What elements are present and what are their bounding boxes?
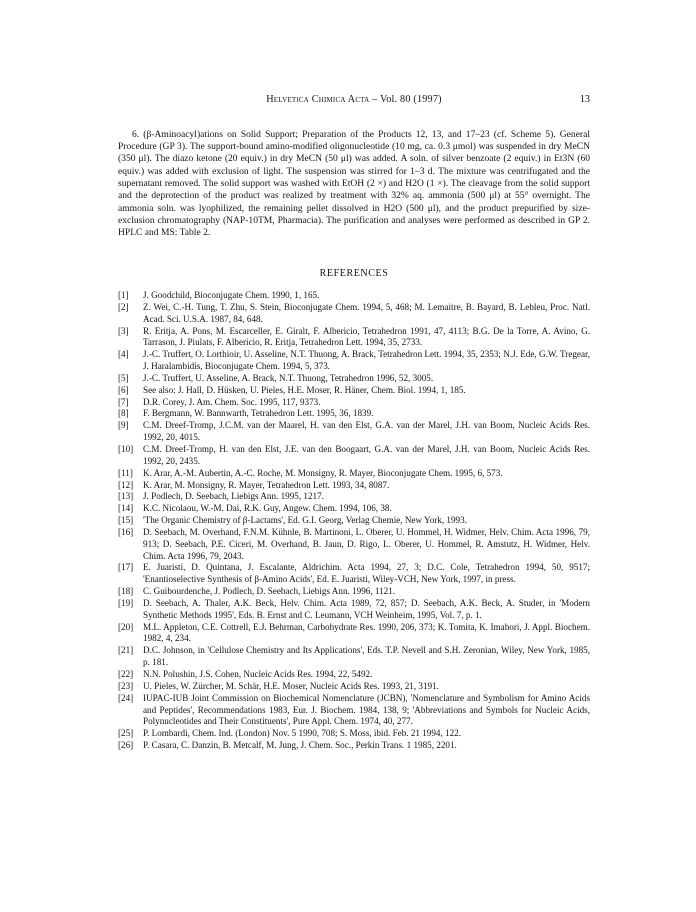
reference-item <box>118 491 590 503</box>
reference-number: [8] <box>118 408 129 419</box>
reference-item <box>118 290 590 302</box>
running-head <box>118 94 590 106</box>
reference-text: IUPAC-IUB Joint Commission on Biochemical Nomenclature (JCBN), 'Nomenclature and Symbolism for Amino Acids and Peptides', Recommendations 1983, Eur. J. Biochem. 1984, 138, 9; 'Abbreviations and Symbols for Nucleic Acids, Polynucleotides and Their Constituents', Pure Appl. Chem. 1974, 40, 277. <box>143 692 590 727</box>
reference-text: D.C. Johnson, in 'Cellulose Chemistry and Its Applications', Eds. T.P. Nevell and S.H. Zeronian, Wiley, New York, 1985, p. 181. <box>143 645 590 668</box>
reference-text: D. Seebach, M. Overhand, F.N.M. Kühnle, B. Martinoni, L. Oberer, U. Hommel, H. Widmer, Helv. Chim. Acta 1996, 79, 913; D. Seebach, P.E. Ciceri, M. Overhand, B. Jaun, D. Rigo, L. Oberer, U. Hommel, R. Amstutz, H. Widmer, Helv. Chim. Acta 1996, 79, 2043. <box>143 526 590 561</box>
reference-text: Z. Wei, C.-H. Tung, T. Zhu, S. Stein, Bioconjugate Chem. 1994, 5, 468; M. Lemaitre, B. Bayard, B. Lebleu, Proc. Natl. Acad. Sci. U.S.A. 1987, 84, 648. <box>143 301 590 324</box>
reference-number: [3] <box>118 325 129 336</box>
reference-number: [12] <box>118 479 134 490</box>
reference-text: N.N. Polushin, J.S. Cohen, Nucleic Acids Res. 1994, 22, 5492. <box>143 669 373 679</box>
reference-number: [24] <box>118 692 134 703</box>
reference-number: [5] <box>118 372 129 383</box>
reference-number: [17] <box>118 562 134 573</box>
reference-number: [20] <box>118 621 134 632</box>
reference-item <box>118 326 590 350</box>
reference-text: C.M. Dreef-Tromp, H. van den Elst, J.E. van den Boogaart, G.A. van der Marel, J.H. van Boom, Nucleic Acids Res. 1992, 20, 2435. <box>143 443 590 466</box>
reference-text: K.C. Nicolaou, W.-M. Dai, R.K. Guy, Angew. Chem. 1994, 106, 38. <box>143 503 392 514</box>
reference-text: F. Bergmann, W. Bannwarth, Tetrahedron Lett. 1995, 36, 1839. <box>143 408 374 419</box>
reference-number: [19] <box>118 597 134 608</box>
reference-item <box>118 515 590 527</box>
reference-item <box>118 693 590 729</box>
reference-item <box>118 598 590 622</box>
reference-item <box>118 444 590 468</box>
references-heading: REFERENCES <box>319 268 389 279</box>
journal-header <box>118 94 590 106</box>
reference-item <box>118 645 590 669</box>
reference-text: J. Podlech, D. Seebach, Liebigs Ann. 1995, 1217. <box>143 491 324 502</box>
reference-text: 'The Organic Chemistry of β-Lactams', Ed. G.I. Georg, Verlag Chemie, New York, 1993. <box>143 515 467 526</box>
reference-item <box>118 302 590 326</box>
reference-number: [6] <box>118 384 129 395</box>
reference-number: [11] <box>118 467 133 478</box>
reference-item <box>118 586 590 598</box>
reference-number: [26] <box>118 740 134 751</box>
reference-number: [7] <box>118 396 129 407</box>
reference-number: [25] <box>118 728 134 739</box>
reference-item <box>118 420 590 444</box>
reference-text: J.-C. Truffert, U. Asseline, A. Brack, N.T. Thuong, Tetrahedron 1996, 52, 3005. <box>143 372 434 383</box>
reference-number: [4] <box>118 349 129 360</box>
reference-item <box>118 408 590 420</box>
reference-number: [21] <box>118 645 134 656</box>
reference-text: C. Guibourdenche, J. Podlech, D. Seebach, Liebigs Ann. 1996, 1121. <box>143 586 396 597</box>
reference-item <box>118 681 590 693</box>
section-6-paragraph: 6. (β-Aminoacyl)ations on Solid Support; Preparation of the Products 12, 13, and 17–23 (cf. Scheme 5). General Procedure (GP 3). The support-bound amino-modified oligonucleotide (10 mg, ca. 0.3 μmol) was suspended in dry MeCN (350 μl). The diazo ketone (20 equiv.) in dry MeCN (50 μl) was added. A soln. of silver benzoate (2 equiv.) in Et3N (60 equiv.) was added with exclusion of light. The suspension was stirred for 1–3 d. The mixture was centrifugated and the supernatant removed. The solid support was washed with EtOH (2 ×) and H2O (1 ×). The cleavage from the solid support and the deprotection of the product was realized by treatment with 32% aq. ammonia (500 μl) at 55° overnight. The ammonia soln. was lyophilized, the remaining pellet dissolved in H2O (500 μl), and the product prepurified by size-exclusion chromatography (NAP-10TM, Pharmacia). The purification and analyses were performed as described in GP 2. HPLC and MS: Table 2. <box>118 128 590 239</box>
reference-item <box>118 349 590 373</box>
reference-text: K. Arar, A.-M. Aubertin, A.-C. Roche, M. Monsigny, R. Mayer, Bioconjugate Chem. 1995, 6, 573. <box>143 467 503 478</box>
journal-volume: – Vol. 80 (1997) <box>372 94 442 105</box>
reference-number: [10] <box>118 443 134 454</box>
reference-text: See also: J. Hall, D. Hüsken, U. Pieles, H.E. Moser, R. Häner, Chem. Biol. 1994, 1, 185. <box>143 384 466 395</box>
reference-text: C.M. Dreef-Tromp, J.C.M. van der Maarel, H. van den Elst, G.A. van der Marel, J.H. van Boom, Nucleic Acids Res. 1992, 20, 4015. <box>143 420 590 443</box>
reference-text: D.R. Corey, J. Am. Chem. Soc. 1995, 117, 9373. <box>143 396 321 407</box>
reference-number: [1] <box>118 290 129 300</box>
references-list <box>118 290 590 752</box>
reference-number: [22] <box>118 669 134 679</box>
reference-number: [18] <box>118 586 134 597</box>
reference-item <box>118 728 590 740</box>
reference-number: [14] <box>118 503 134 514</box>
reference-item <box>118 503 590 515</box>
reference-text: M.L. Appleton, C.E. Cottrell, E.J. Behrman, Carbohydrate Res. 1990, 206, 373; K. Tomita, K. Imahori, J. Appl. Biochem. 1982, 4, 234. <box>143 621 590 644</box>
reference-item <box>118 740 590 752</box>
reference-number: [16] <box>118 526 134 537</box>
reference-text: J. Goodchild, Bioconjugate Chem. 1990, 1, 165. <box>143 290 320 300</box>
reference-number: [2] <box>118 301 129 312</box>
reference-item <box>118 385 590 397</box>
reference-text: J.-C. Truffert, O. Lorthioir, U. Asseline, N.T. Thuong, A. Brack, Tetrahedron Lett. 1994, 35, 2353; N.J. Ede, G.W. Tregear, J. Haralambidis, Bioconjugate Chem. 1994, 5, 373. <box>143 349 590 372</box>
reference-text: P. Casara, C. Danzin, B. Metcalf, M. Jung, J. Chem. Soc., Perkin Trans. 1 1985, 2201. <box>143 740 457 751</box>
reference-text: K. Arar, M. Monsigny, R. Mayer, Tetrahedron Lett. 1993, 34, 8087. <box>143 479 390 490</box>
reference-item <box>118 622 590 646</box>
reference-number: [23] <box>118 680 134 691</box>
reference-item <box>118 527 590 563</box>
reference-item <box>118 373 590 385</box>
reference-text: R. Eritja, A. Pons, M. Escarceller, E. Giralt, F. Albericio, Tetrahedron 1991, 47, 4113; B.G. De la Torre, A. Avino, G. Tarrason, J. Piulats, F. Albericio, R. Eritja, Tetrahedron Lett. 1994, 35, 2733. <box>143 325 590 348</box>
reference-number: [13] <box>118 491 134 502</box>
reference-item <box>118 669 590 681</box>
reference-text: E. Juaristi, D. Quintana, J. Escalante, Aldrichim. Acta 1994, 27, 3; D.C. Cole, Tetrahedron 1994, 50, 9517; 'Enantioselective Synthesis of β-Amino Acids', Ed. E. Juaristi, Wiley-VCH, New York, 1997, in press. <box>143 562 590 585</box>
reference-text: U. Pieles, W. Zürcher, M. Schär, H.E. Moser, Nucleic Acids Res. 1993, 21, 3191. <box>143 680 439 691</box>
reference-item <box>118 397 590 409</box>
reference-text: D. Seebach, A. Thaler, A.K. Beck, Helv. Chim. Acta 1989, 72, 857; D. Seebach, A.K. Beck, A. Studer, in 'Modern Synthetic Methods 1995', Eds. B. Ernst and C. Leumann, VCH Weinheim, 1995, Vol. 7, p. 1. <box>143 597 590 620</box>
reference-number: [15] <box>118 515 134 526</box>
reference-text: P. Lombardi, Chem. Ind. (London) Nov. 5 1990, 708; S. Moss, ibid. Feb. 21 1994, 122. <box>143 728 462 739</box>
reference-number: [9] <box>118 420 129 431</box>
reference-item <box>118 562 590 586</box>
reference-item <box>118 468 590 480</box>
page-number: 13 <box>579 94 590 105</box>
reference-item <box>118 480 590 492</box>
journal-name: Helvetica Chimica Acta <box>266 94 370 105</box>
